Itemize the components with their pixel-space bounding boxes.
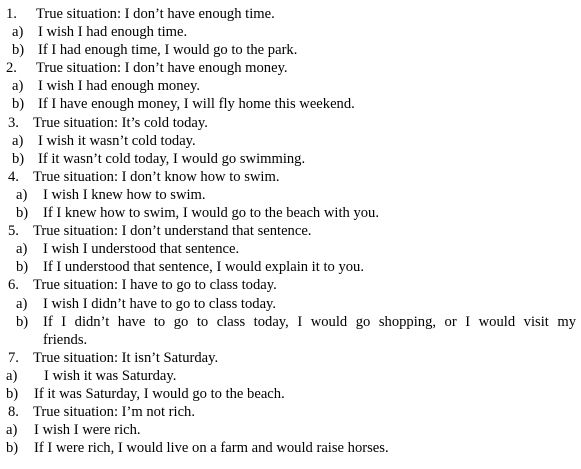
item-6-wish (0, 295, 581, 313)
item-6-conditional (0, 313, 581, 331)
item-number: 2. (6, 60, 17, 77)
item-5-conditional (0, 258, 581, 276)
conditional-text-continued: friends. (43, 331, 88, 348)
conditional-text: If I were rich, I would live on a farm and would raise horses. (34, 440, 389, 457)
sub-marker-b: b) (16, 313, 29, 330)
item-8-situation (0, 403, 581, 421)
sub-marker-a: a) (6, 367, 18, 384)
item-7-wish (0, 367, 581, 385)
wish-text: I wish I knew how to swim. (43, 186, 206, 203)
item-7-situation (0, 349, 581, 367)
sub-marker-b: b) (12, 42, 25, 59)
item-3-conditional (0, 150, 581, 168)
wish-text: I wish I had enough time. (38, 24, 188, 41)
item-1-situation (0, 5, 581, 23)
item-2-wish (0, 77, 581, 95)
situation-text: True situation: I don’t know how to swim. (33, 168, 280, 185)
item-number: 1. (6, 6, 17, 22)
item-number: 3. (8, 114, 19, 131)
situation-text: True situation: I’m not rich. (33, 404, 196, 421)
conditional-text: If it wasn’t cold today, I would go swimming. (38, 150, 306, 167)
conditional-text: If I didn’t have to go to class today, I would go shopping, or I would visit my (43, 313, 576, 330)
conditional-text: If I had enough time, I would go to the park. (38, 42, 298, 59)
sub-marker-b: b) (12, 96, 25, 113)
wish-text: I wish I didn’t have to go to class today. (43, 295, 277, 312)
wish-text: I wish it was Saturday. (44, 367, 177, 384)
item-1-wish (0, 23, 581, 41)
item-number: 5. (8, 223, 19, 240)
item-2-situation (0, 59, 581, 77)
wish-text: I wish I understood that sentence. (43, 241, 240, 258)
wish-text: I wish I had enough money. (38, 78, 200, 95)
item-2-conditional (0, 95, 581, 113)
wish-text: I wish I were rich. (34, 422, 141, 439)
conditional-text: If I understood that sentence, I would explain it to you. (43, 259, 364, 276)
sub-marker-a: a) (6, 422, 18, 439)
item-6-situation (0, 276, 581, 294)
item-5-situation (0, 222, 581, 240)
sub-marker-a: a) (16, 295, 28, 312)
sub-marker-a: a) (16, 241, 28, 258)
conditional-text: If it was Saturday, I would go to the beach. (34, 385, 285, 402)
sub-marker-a: a) (12, 24, 24, 41)
sub-marker-a: a) (12, 132, 24, 149)
situation-text: True situation: It isn’t Saturday. (33, 349, 219, 366)
wish-text: I wish it wasn’t cold today. (38, 132, 196, 149)
situation-text: True situation: I don’t have enough time. (36, 6, 275, 22)
situation-text: True situation: I don’t have enough money. (36, 60, 288, 77)
situation-text: True situation: I don’t understand that sentence. (33, 223, 312, 240)
conditional-text: If I have enough money, I will fly home this weekend. (38, 96, 355, 113)
item-number: 8. (8, 404, 19, 421)
item-7-conditional (0, 385, 581, 403)
item-4-conditional (0, 204, 581, 222)
item-8-wish (0, 421, 581, 439)
item-5-wish (0, 240, 581, 258)
sub-marker-b: b) (6, 385, 19, 402)
sub-marker-b: b) (16, 205, 29, 222)
sub-marker-a: a) (16, 186, 28, 203)
item-6-conditional-continued (0, 331, 581, 349)
item-4-wish (0, 186, 581, 204)
sub-marker-a: a) (12, 78, 24, 95)
item-number: 6. (8, 277, 19, 294)
item-number: 7. (8, 349, 19, 366)
item-3-situation (0, 114, 581, 132)
exercise-document (0, 5, 581, 457)
item-4-situation (0, 168, 581, 186)
sub-marker-b: b) (12, 150, 25, 167)
situation-text: True situation: I have to go to class today. (33, 277, 277, 294)
item-number: 4. (8, 168, 19, 185)
item-8-conditional (0, 439, 581, 457)
sub-marker-b: b) (16, 259, 29, 276)
situation-text: True situation: It’s cold today. (33, 114, 208, 131)
item-1-conditional (0, 41, 581, 59)
item-3-wish (0, 132, 581, 150)
conditional-text: If I knew how to swim, I would go to the beach with you. (43, 205, 380, 222)
sub-marker-b: b) (6, 440, 19, 457)
